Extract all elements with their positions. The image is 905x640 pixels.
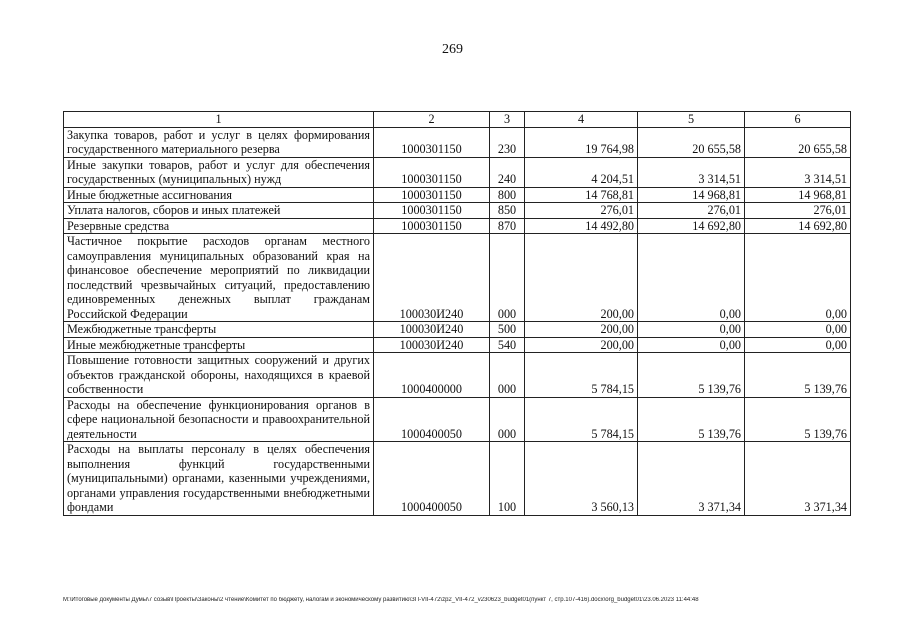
budget-table [63,111,851,516]
row-value-1: 3 560,13 [525,442,638,516]
row-name: Расходы на выплаты персоналу в целях обеспечения выполнения функций государственными (муниципальными) органами, казенными учреждениями, органами управления государственными внебюджетными фондами [64,442,374,516]
row-name: Межбюджетные трансферты [64,322,374,338]
row-name: Резервные средства [64,218,374,234]
row-value-3: 5 139,76 [745,397,851,442]
row-expense-type: 000 [490,353,525,398]
row-expense-type: 240 [490,157,525,187]
table-header-row [64,112,851,128]
row-name: Иные закупки товаров, работ и услуг для обеспечения государственных (муниципальных) нужд [64,157,374,187]
row-value-2: 0,00 [638,337,745,353]
column-header: 5 [638,112,745,128]
row-code: 1000301150 [374,203,490,219]
table-row [64,203,851,219]
row-expense-type: 230 [490,127,525,157]
row-code: 100030И240 [374,234,490,322]
table-row [64,234,851,322]
row-name: Повышение готовности защитных сооружений и других объектов гражданской обороны, находящихся в краевой собственности [64,353,374,398]
row-value-1: 4 204,51 [525,157,638,187]
row-value-3: 20 655,58 [745,127,851,157]
document-file-path: M:\Итоговые документы Думы\7 созыв\Проекты\Законы\2 чтение\Комитет по бюджету, налогам и экономическому развитию\ЗП-VII-472\zp2_VII-472_v230623_budget01(пункт 7, стр.107-416).docx\org_budget01\23.06.2023 11:44:48 [63,597,699,603]
row-expense-type: 540 [490,337,525,353]
row-name: Закупка товаров, работ и услуг в целях формирования государственного материального резерва [64,127,374,157]
row-expense-type: 100 [490,442,525,516]
row-value-1: 19 764,98 [525,127,638,157]
column-header: 3 [490,112,525,128]
table-row [64,157,851,187]
table-row [64,442,851,516]
row-expense-type: 000 [490,234,525,322]
row-value-2: 5 139,76 [638,353,745,398]
row-value-3: 14 692,80 [745,218,851,234]
row-value-2: 0,00 [638,234,745,322]
row-value-1: 14 492,80 [525,218,638,234]
row-name: Расходы на обеспечение функционирования органов в сфере национальной безопасности и правоохранительной деятельности [64,397,374,442]
column-header: 2 [374,112,490,128]
table-row [64,397,851,442]
table-row [64,337,851,353]
table-row [64,127,851,157]
row-value-3: 5 139,76 [745,353,851,398]
column-header: 1 [64,112,374,128]
row-value-1: 14 768,81 [525,187,638,203]
row-value-2: 14 692,80 [638,218,745,234]
row-value-2: 5 139,76 [638,397,745,442]
row-value-3: 0,00 [745,337,851,353]
row-expense-type: 870 [490,218,525,234]
row-expense-type: 800 [490,187,525,203]
row-code: 1000400050 [374,442,490,516]
row-code: 1000301150 [374,157,490,187]
row-value-2: 3 314,51 [638,157,745,187]
row-value-2: 14 968,81 [638,187,745,203]
row-value-1: 276,01 [525,203,638,219]
row-code: 1000400050 [374,397,490,442]
row-expense-type: 000 [490,397,525,442]
row-name: Иные межбюджетные трансферты [64,337,374,353]
table-row [64,353,851,398]
row-value-1: 200,00 [525,337,638,353]
row-code: 1000301150 [374,127,490,157]
row-expense-type: 500 [490,322,525,338]
row-value-2: 3 371,34 [638,442,745,516]
row-code: 1000301150 [374,187,490,203]
row-value-2: 276,01 [638,203,745,219]
table-row [64,187,851,203]
row-value-1: 200,00 [525,234,638,322]
column-header: 6 [745,112,851,128]
page-number: 269 [442,42,463,57]
column-header: 4 [525,112,638,128]
row-code: 1000400000 [374,353,490,398]
row-value-1: 200,00 [525,322,638,338]
table-row [64,322,851,338]
row-expense-type: 850 [490,203,525,219]
row-code: 100030И240 [374,337,490,353]
row-value-1: 5 784,15 [525,397,638,442]
row-value-3: 3 314,51 [745,157,851,187]
row-value-3: 276,01 [745,203,851,219]
row-value-2: 20 655,58 [638,127,745,157]
row-value-1: 5 784,15 [525,353,638,398]
row-code: 100030И240 [374,322,490,338]
row-value-3: 0,00 [745,322,851,338]
row-value-3: 3 371,34 [745,442,851,516]
row-name: Частичное покрытие расходов органам местного самоуправления муниципальных образований края на финансовое обеспечение мероприятий по ликвидации последствий чрезвычайных ситуаций, предоставлению единовременных денежных выплат гражданам Российской Федерации [64,234,374,322]
row-value-3: 14 968,81 [745,187,851,203]
row-name: Иные бюджетные ассигнования [64,187,374,203]
row-value-2: 0,00 [638,322,745,338]
row-name: Уплата налогов, сборов и иных платежей [64,203,374,219]
table-row [64,218,851,234]
row-code: 1000301150 [374,218,490,234]
row-value-3: 0,00 [745,234,851,322]
